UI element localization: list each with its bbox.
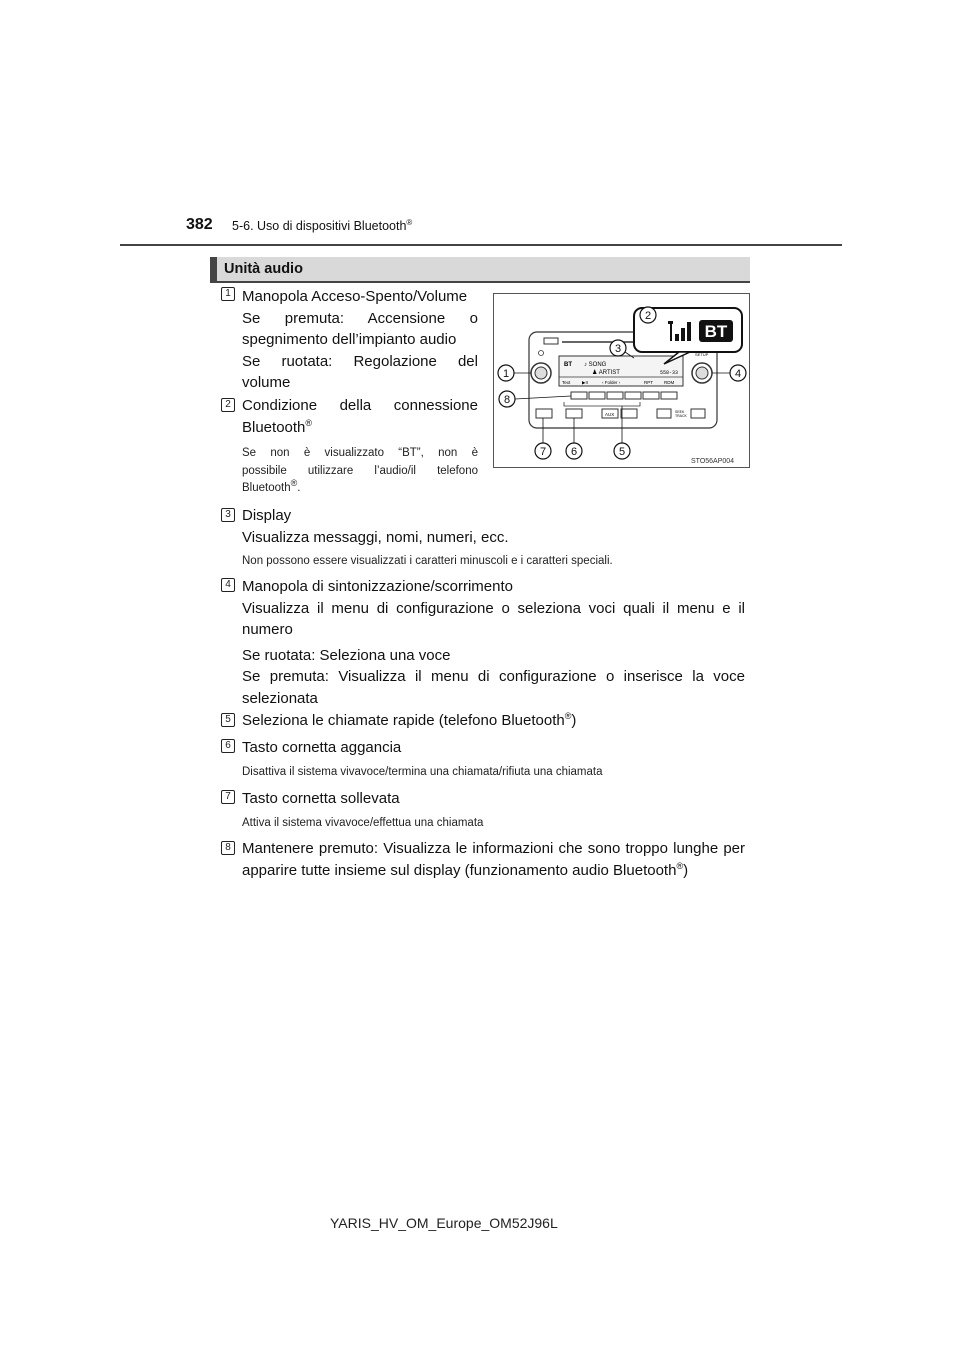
- item-number-8: 8: [221, 841, 235, 855]
- item-8-text: Mantenere premuto: Visualizza le informazioni che sono troppo lunghe per apparire tutte insieme sul display (funzionamento audio Bluetooth®): [242, 840, 745, 879]
- soft-key-play: ▶II: [582, 380, 588, 385]
- audio-unit-illustration: [494, 294, 749, 467]
- svg-text:7: 7: [539, 446, 547, 458]
- item-4-text: Manopola di sintonizzazione/scorrimento Visualizza il menu di configurazione o seleziona voci quali il menu e il numero Se ruotata: Seleziona una voce Se premuta: Visualizza il menu di configurazione o inserisce la voce selezionata: [242, 578, 745, 707]
- item-6-text: Tasto cornetta aggancia: [242, 739, 402, 756]
- soft-key-folder: ‹ Folder ›: [602, 380, 621, 385]
- item-6-note: Disattiva il sistema vivavoce/termina una chiamata/rifiuta una chiamata: [242, 766, 603, 778]
- item-7-note: Attiva il sistema vivavoce/effettua una chiamata: [242, 817, 484, 829]
- svg-text:4: 4: [734, 368, 742, 380]
- item-2-text: Condizione della connessione Bluetooth®: [242, 397, 478, 436]
- soft-key-rdm: RDM: [664, 380, 675, 385]
- display-bt-label: BT: [564, 362, 572, 368]
- svg-text:5: 5: [618, 446, 626, 458]
- item-7-text: Tasto cornetta sollevata: [242, 790, 400, 807]
- bt-badge-text: BT: [704, 322, 728, 341]
- item-5-text: Seleziona le chiamate rapide (telefono Bluetooth®): [242, 711, 577, 729]
- setup-label: SETUP: [695, 352, 709, 357]
- display-time: 558-33: [660, 370, 679, 376]
- header-rule: [120, 244, 842, 246]
- on-hook-button: [566, 409, 582, 418]
- item-2-note: Se non è visualizzato “BT”, non è possibile utilizzare l’audio/il telefono Bluetooth®.: [242, 447, 478, 494]
- item-1-text: Manopola Acceso-Spento/Volume Se premuta: Accensione o spegnimento dell’impianto audio Se ruotata: Regolazione del volume: [242, 288, 478, 391]
- soft-key-rpt: RPT: [644, 380, 653, 385]
- off-hook-button: [536, 409, 552, 418]
- heading-accent: [210, 257, 217, 281]
- seek-label: SEEK: [675, 410, 685, 414]
- seek-next-button: [691, 409, 705, 418]
- soft-key-text: Text: [562, 380, 571, 385]
- page-number: 382: [186, 216, 213, 233]
- seek-prev-button: [657, 409, 671, 418]
- svg-text:6: 6: [570, 446, 578, 458]
- audio-unit-figure: [493, 293, 750, 468]
- svg-text:3: 3: [614, 343, 622, 355]
- item-number-5: 5: [221, 713, 235, 727]
- item-number-4: 4: [221, 578, 235, 592]
- svg-text:TRACK: TRACK: [675, 414, 687, 418]
- display-song: ♪ SONG: [584, 362, 607, 368]
- svg-text:2: 2: [644, 310, 652, 322]
- svg-text:8: 8: [503, 394, 511, 406]
- heading-title: Unità audio: [224, 261, 303, 277]
- section-title: 5-6. Uso di dispositivi Bluetooth®: [232, 217, 413, 233]
- display-artist: ♟ ARTIST: [592, 370, 620, 376]
- usb-button: [621, 409, 637, 418]
- document-footer: YARIS_HV_OM_Europe_OM52J96L: [330, 1215, 558, 1231]
- heading-bar: [210, 257, 750, 283]
- item-3-note: Non possono essere visualizzati i caratteri minuscoli e i caratteri speciali.: [242, 555, 613, 567]
- item-number-7: 7: [221, 790, 235, 804]
- item-number-1: 1: [221, 287, 235, 301]
- item-3-text: Display Visualizza messaggi, nomi, numeri, ecc.: [242, 507, 509, 546]
- item-number-6: 6: [221, 739, 235, 753]
- svg-text:1: 1: [502, 368, 510, 380]
- item-number-3: 3: [221, 508, 235, 522]
- aux-label: AUX: [605, 412, 615, 417]
- figure-code: STO56AP004: [691, 458, 735, 465]
- item-number-2: 2: [221, 398, 235, 412]
